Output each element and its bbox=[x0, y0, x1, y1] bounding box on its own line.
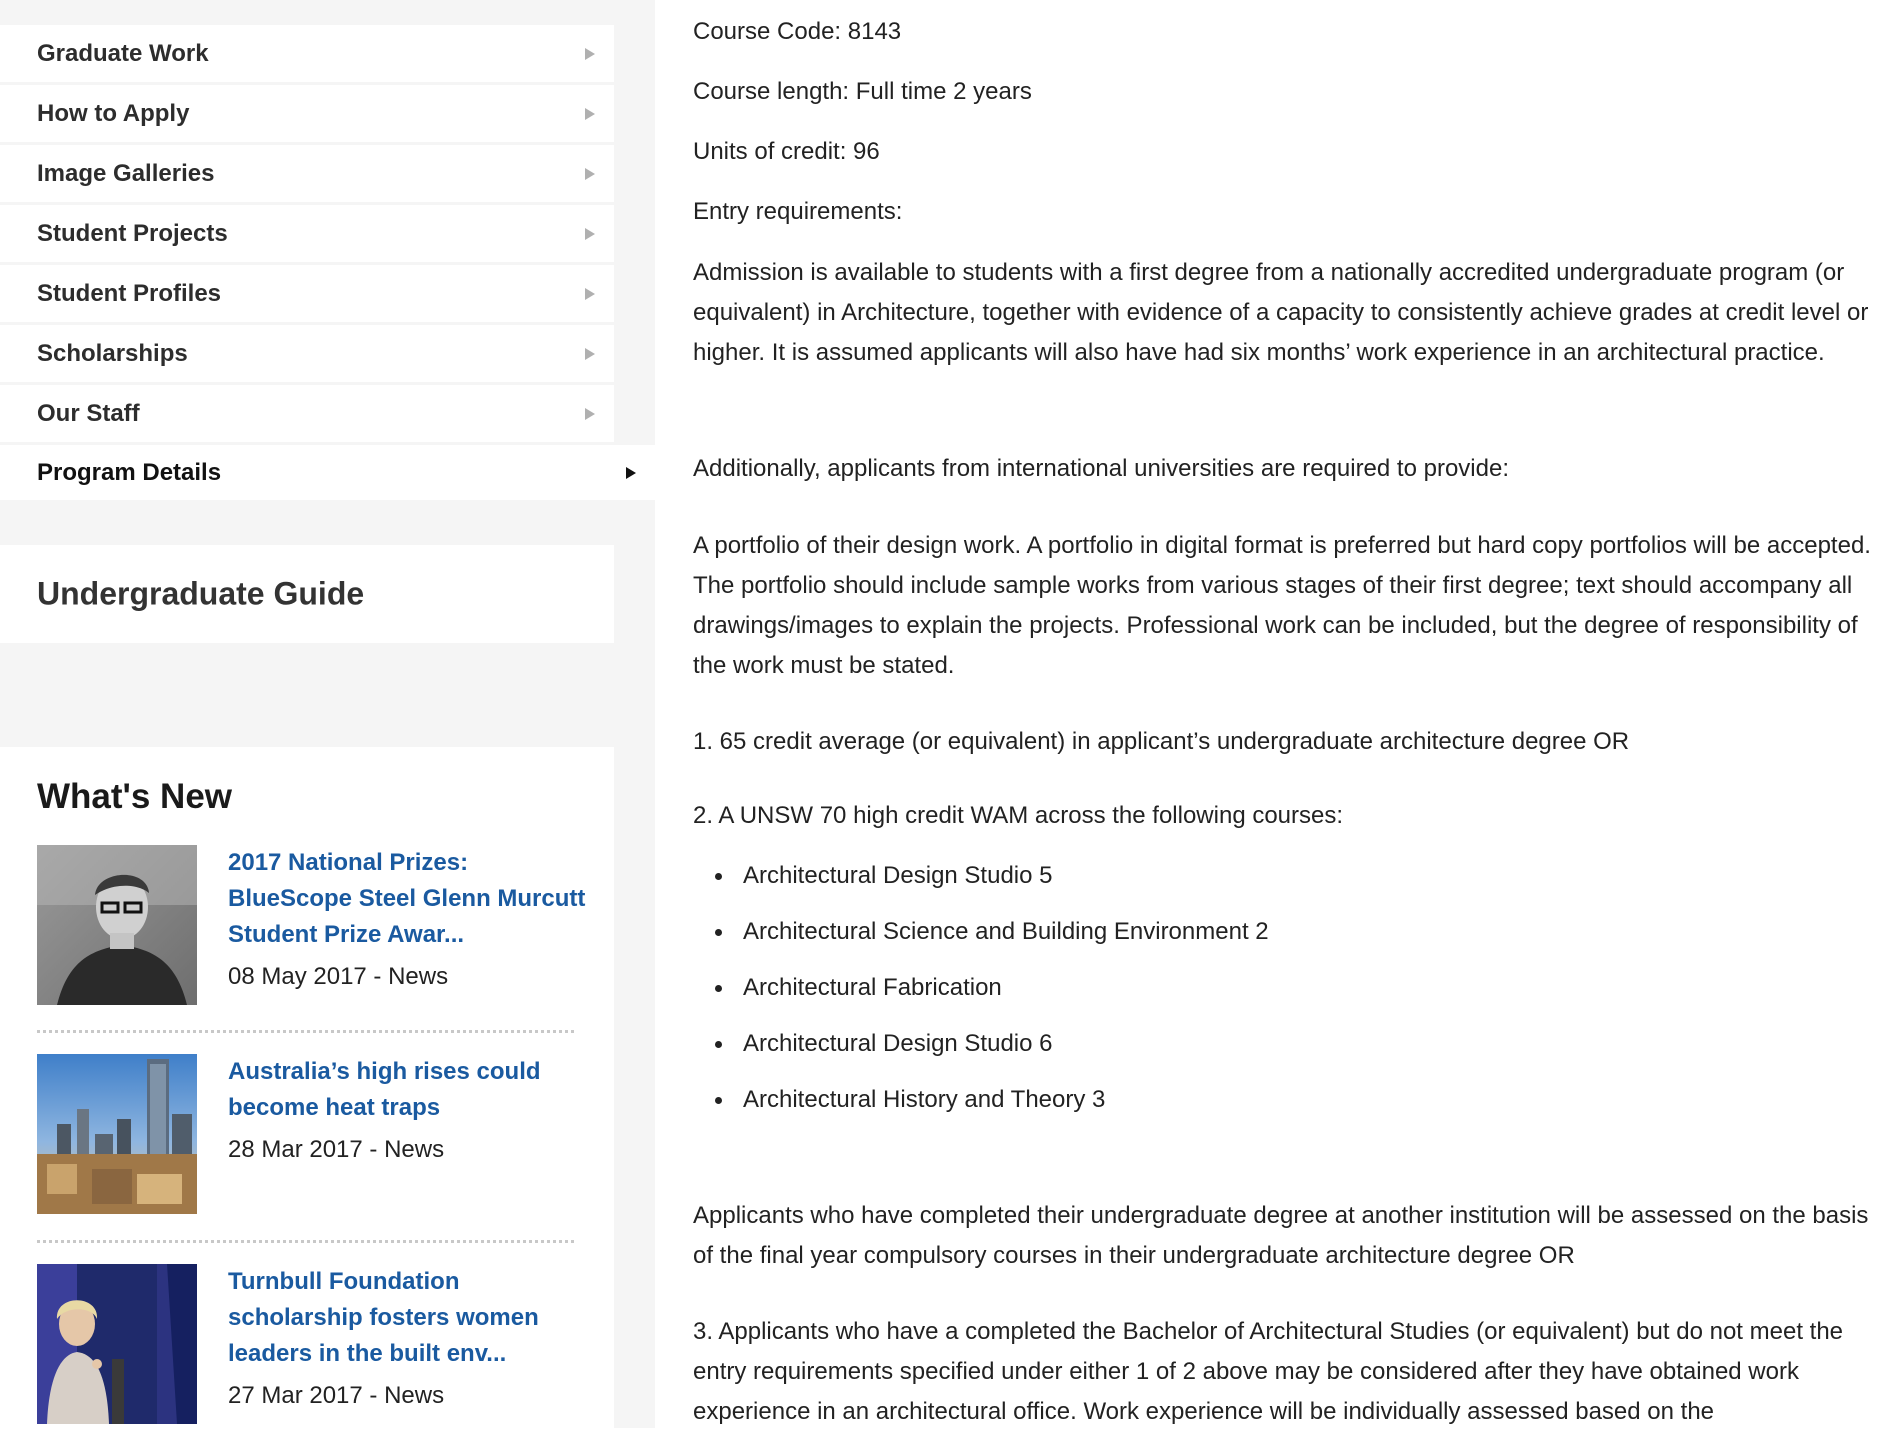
list-item bbox=[743, 1024, 1053, 1064]
news-item-title[interactable]: 2017 National Prizes: BlueScope Steel Glenn Murcutt Student Prize Awar... bbox=[228, 849, 586, 948]
sidebar-item-label: How to Apply bbox=[37, 99, 190, 127]
requirement-1: 1. 65 credit average (or equivalent) in applicant’s undergraduate architecture degree OR bbox=[693, 728, 1630, 755]
course-name: Architectural History and Theory 3 bbox=[743, 1086, 1106, 1113]
news-item-meta: 27 Mar 2017 - News bbox=[228, 1382, 445, 1409]
sidebar-item-label: Graduate Work bbox=[37, 39, 209, 67]
bullet-icon bbox=[715, 929, 722, 936]
news-item-meta: 08 May 2017 - News bbox=[228, 963, 449, 990]
news-item-title[interactable]: Turnbull Foundation scholarship fosters women leaders in the built env... bbox=[228, 1268, 539, 1367]
sidebar-item-label: Image Galleries bbox=[37, 159, 215, 187]
portfolio-paragraph: A portfolio of their design work. A portfolio in digital format is preferred but hard copy portfolios will be accepted. The portfolio should include sample works from various stages of their first degree; text should accompany all drawings/images to explain the projects. Professional work can be included, but the degree of responsibility of the work must be stated. bbox=[693, 532, 1871, 679]
news-thumbnail-city-skyline[interactable] bbox=[37, 1054, 197, 1214]
sidebar-item-label: Our Staff bbox=[37, 399, 140, 427]
undergraduate-guide-label: Undergraduate Guide bbox=[37, 575, 365, 612]
sidebar-item-program-details[interactable] bbox=[0, 445, 655, 500]
list-item bbox=[743, 1080, 1105, 1120]
bullet-icon bbox=[715, 985, 722, 992]
sidebar-item-label: Scholarships bbox=[37, 339, 188, 367]
units-of-credit: Units of credit: 96 bbox=[693, 138, 880, 165]
sidebar-item-label: Student Profiles bbox=[37, 279, 222, 307]
course-name: Architectural Design Studio 5 bbox=[743, 862, 1053, 889]
requirement-3: 3. Applicants who have a completed the Bachelor of Architectural Studies (or equivalent) but do not meet the entry requirements specified under either 1 of 2 above may be considered after they have obtained work experience in an architectural office. Work experience will be individually assessed based on the bbox=[693, 1318, 1844, 1425]
chevron-right-icon bbox=[585, 168, 595, 180]
bullet-icon bbox=[715, 1041, 722, 1048]
news-thumbnail-portrait[interactable] bbox=[37, 845, 197, 1005]
sidebar-item-graduate-work[interactable] bbox=[0, 25, 614, 82]
news-thumbnail-speaker[interactable] bbox=[37, 1264, 197, 1424]
sidebar-item-student-projects[interactable] bbox=[0, 205, 614, 262]
list-item bbox=[743, 968, 1002, 1008]
news-item-meta: 28 Mar 2017 - News bbox=[228, 1136, 445, 1163]
chevron-right-icon bbox=[585, 288, 595, 300]
chevron-right-icon bbox=[585, 408, 595, 420]
course-name: Architectural Fabrication bbox=[743, 974, 1002, 1001]
sidebar-item-label: Program Details bbox=[37, 458, 222, 486]
news-divider bbox=[37, 1030, 574, 1033]
news-divider bbox=[37, 1240, 574, 1243]
other-institution-paragraph: Applicants who have completed their undergraduate degree at another institution will be assessed on the basis of the final year compulsory courses in their undergraduate architecture degree OR bbox=[693, 1202, 1869, 1269]
chevron-right-icon bbox=[585, 348, 595, 360]
course-code: Course Code: 8143 bbox=[693, 18, 902, 45]
course-length: Course length: Full time 2 years bbox=[693, 78, 1032, 105]
list-item bbox=[743, 912, 1269, 952]
sidebar-item-our-staff[interactable] bbox=[0, 385, 614, 442]
sidebar-item-student-profiles[interactable] bbox=[0, 265, 614, 322]
whats-new-panel bbox=[0, 747, 614, 1428]
bullet-icon bbox=[715, 1097, 722, 1104]
course-name: Architectural Design Studio 6 bbox=[743, 1030, 1053, 1057]
admission-paragraph: Admission is available to students with a first degree from a nationally accredited undergraduate program (or equivalent) in Architecture, together with evidence of a capacity to consistently achieve grades at credit level or higher. It is assumed applicants will also have had six months’ work experience in an architectural practice. bbox=[693, 259, 1869, 366]
additionally-paragraph: Additionally, applicants from international universities are required to provide: bbox=[693, 455, 1509, 482]
course-name: Architectural Science and Building Environment 2 bbox=[743, 918, 1269, 945]
undergraduate-guide-link[interactable] bbox=[0, 545, 614, 643]
requirement-2: 2. A UNSW 70 high credit WAM across the following courses: bbox=[693, 802, 1344, 829]
chevron-right-icon bbox=[585, 48, 595, 60]
news-item-title[interactable]: Australia’s high rises could become heat traps bbox=[228, 1058, 541, 1121]
sidebar-item-label: Student Projects bbox=[37, 219, 228, 247]
sidebar-item-scholarships[interactable] bbox=[0, 325, 614, 382]
sidebar bbox=[0, 0, 655, 1428]
sidebar-item-image-galleries[interactable] bbox=[0, 145, 614, 202]
whats-new-heading: What's New bbox=[37, 777, 233, 816]
list-item bbox=[743, 856, 1053, 896]
sidebar-item-how-to-apply[interactable] bbox=[0, 85, 614, 142]
chevron-right-icon bbox=[585, 108, 595, 120]
chevron-right-icon bbox=[626, 467, 636, 479]
bullet-icon bbox=[715, 873, 722, 880]
entry-requirements-label: Entry requirements: bbox=[693, 198, 903, 225]
chevron-right-icon bbox=[585, 228, 595, 240]
